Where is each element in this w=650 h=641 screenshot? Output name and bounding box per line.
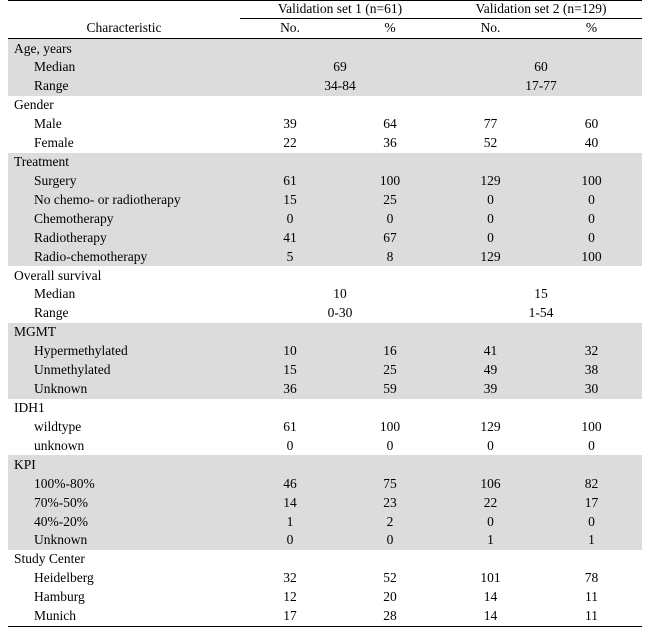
row-value [240, 96, 340, 115]
row-value: 0 [340, 531, 440, 550]
row-label: No chemo- or radiotherapy [8, 190, 240, 209]
row-label: Surgery [8, 171, 240, 190]
table-section-row [8, 323, 642, 342]
table-row [8, 58, 642, 77]
row-label: Range [8, 77, 240, 96]
column-header-pct-1: % [340, 19, 440, 39]
row-label: Treatment [8, 153, 240, 172]
row-value: 49 [440, 361, 541, 380]
row-value: 100 [581, 418, 602, 434]
row-value: 39 [283, 116, 297, 132]
row-value: 0 [541, 512, 642, 531]
table-row [8, 115, 642, 134]
table-row [8, 474, 642, 493]
row-value: 36 [383, 135, 397, 151]
row-value: 15 [240, 190, 340, 209]
row-value: 14 [240, 493, 340, 512]
row-label: Male [34, 116, 62, 132]
row-label: Range [34, 305, 69, 321]
row-value: 11 [541, 607, 642, 626]
row-value: 52 [383, 570, 397, 586]
table-group-header-row [8, 1, 642, 19]
row-value: 20 [383, 589, 397, 605]
table-section-row [8, 39, 642, 58]
row-value [440, 323, 541, 342]
row-value: 100 [340, 171, 440, 190]
row-label: Unknown [8, 531, 240, 550]
column-header-no-1: No. [240, 19, 340, 39]
row-value: 0 [541, 190, 642, 209]
table-row [8, 512, 642, 531]
row-label: Median [34, 286, 76, 302]
row-value: 106 [440, 474, 541, 493]
row-label: 70%-50% [8, 493, 240, 512]
row-label: unknown [34, 437, 85, 453]
row-value: 64 [383, 116, 397, 132]
table-row [8, 304, 642, 323]
row-label: Overall survival [14, 267, 102, 283]
row-value: 67 [340, 228, 440, 247]
row-value [440, 550, 541, 569]
table-row [8, 171, 642, 190]
row-value: 0 [440, 512, 541, 531]
row-value: 59 [340, 380, 440, 399]
row-label: Unmethylated [8, 361, 240, 380]
row-label: Female [34, 135, 74, 151]
table-row [8, 134, 642, 153]
row-value [240, 455, 340, 474]
row-value [541, 550, 642, 569]
row-value: 0 [541, 228, 642, 247]
column-header-no-2: No. [440, 19, 541, 39]
row-value: 10 [240, 342, 340, 361]
table-row [8, 209, 642, 228]
table-section-row [8, 266, 642, 285]
row-value: 61 [283, 418, 297, 434]
table-row [8, 417, 642, 436]
row-value-merged: 34-84 [240, 77, 440, 96]
row-value: 0 [340, 209, 440, 228]
row-value: 14 [440, 607, 541, 626]
row-label: Munich [8, 607, 240, 626]
table-row [8, 531, 642, 550]
table-section-row [8, 153, 642, 172]
row-value: 32 [283, 570, 297, 586]
column-header-pct-2: % [541, 19, 642, 39]
row-value: 0 [286, 437, 294, 453]
row-value: 100 [379, 418, 401, 434]
row-value-merged: 60 [440, 58, 642, 77]
row-value [340, 153, 440, 172]
row-value: 1 [240, 512, 340, 531]
row-value [541, 455, 642, 474]
row-value [240, 153, 340, 172]
row-label: Unknown [8, 380, 240, 399]
row-value: 38 [541, 361, 642, 380]
table-subheader-row [8, 19, 642, 39]
row-value [240, 39, 340, 58]
row-label: KPI [8, 455, 240, 474]
row-value-merged: 1-54 [528, 305, 554, 321]
row-value [541, 96, 642, 115]
row-value: 0 [541, 209, 642, 228]
row-value: 28 [340, 607, 440, 626]
row-value: 0 [240, 209, 340, 228]
row-value: 17 [541, 493, 642, 512]
row-value-merged: 0-30 [327, 305, 353, 321]
table-row [8, 247, 642, 266]
row-value [440, 399, 541, 418]
row-value: 15 [240, 361, 340, 380]
row-value: 77 [483, 116, 498, 132]
row-value: 32 [541, 342, 642, 361]
row-value: 46 [240, 474, 340, 493]
row-value: 23 [340, 493, 440, 512]
table-row [8, 285, 642, 304]
row-value [240, 266, 340, 285]
table-row [8, 436, 642, 455]
table-row [8, 493, 642, 512]
row-value: 129 [480, 418, 501, 434]
row-value: 22 [283, 135, 297, 151]
row-value: 41 [440, 342, 541, 361]
row-label: Heidelberg [34, 570, 94, 586]
row-value: 100 [541, 171, 642, 190]
row-value [240, 323, 340, 342]
row-value: 129 [440, 247, 541, 266]
row-value: 36 [240, 380, 340, 399]
row-value: 1 [440, 531, 541, 550]
column-header-characteristic: Characteristic [8, 19, 240, 39]
row-label: wildtype [34, 418, 82, 434]
row-value [541, 399, 642, 418]
row-value: 14 [483, 589, 498, 605]
table-body [8, 39, 642, 627]
row-value [340, 266, 440, 285]
table-row [8, 228, 642, 247]
row-value: 52 [483, 135, 498, 151]
group-header-validation-set-1: Validation set 1 (n=61) [240, 1, 440, 19]
row-value-merged: 17-77 [440, 77, 642, 96]
table-row [8, 588, 642, 607]
row-value: 78 [584, 570, 599, 586]
row-label: Gender [14, 97, 54, 113]
table-section-row [8, 455, 642, 474]
row-value [541, 266, 642, 285]
row-value: 0 [386, 437, 394, 453]
row-value: 0 [240, 531, 340, 550]
row-value: 0 [440, 228, 541, 247]
row-value: 30 [541, 380, 642, 399]
table-row [8, 77, 642, 96]
row-value: 5 [240, 247, 340, 266]
row-value [340, 455, 440, 474]
row-value [340, 323, 440, 342]
table-header [8, 1, 642, 39]
row-value: 25 [340, 361, 440, 380]
row-label: Median [8, 58, 240, 77]
row-value [240, 550, 340, 569]
row-value [340, 550, 440, 569]
group-header-validation-set-2: Validation set 2 (n=129) [440, 1, 642, 19]
row-value: 17 [240, 607, 340, 626]
row-value [340, 39, 440, 58]
row-label: Chemotherapy [8, 209, 240, 228]
row-value [440, 96, 541, 115]
row-value: 41 [240, 228, 340, 247]
row-value [541, 323, 642, 342]
table-row [8, 190, 642, 209]
row-value: 100 [541, 247, 642, 266]
row-value: 2 [340, 512, 440, 531]
table-section-row [8, 550, 642, 569]
row-value: 129 [440, 171, 541, 190]
row-value: 22 [440, 493, 541, 512]
table-section-row [8, 399, 642, 418]
row-value [440, 455, 541, 474]
row-value-merged: 15 [534, 286, 548, 302]
table-row [8, 342, 642, 361]
row-value [440, 153, 541, 172]
row-value: 60 [584, 116, 599, 132]
row-value: 39 [440, 380, 541, 399]
row-label: MGMT [8, 323, 240, 342]
row-value: 82 [541, 474, 642, 493]
row-value [440, 39, 541, 58]
row-value: 1 [541, 531, 642, 550]
header-spacer [8, 1, 240, 19]
row-value: 0 [487, 437, 494, 453]
row-value-merged: 69 [240, 58, 440, 77]
row-value: 40 [584, 135, 599, 151]
row-label: 40%-20% [8, 512, 240, 531]
table-row [8, 569, 642, 588]
row-value [240, 399, 340, 418]
row-label: Radio-chemotherapy [8, 247, 240, 266]
table-row [8, 607, 642, 626]
row-value-merged: 10 [333, 286, 347, 302]
patient-characteristics-table [8, 0, 642, 627]
row-label: Age, years [8, 39, 240, 58]
row-label: Radiotherapy [8, 228, 240, 247]
row-label: 100%-80% [8, 474, 240, 493]
row-value: 11 [585, 589, 598, 605]
row-value: 61 [240, 171, 340, 190]
row-value [340, 399, 440, 418]
row-label: Hypermethylated [8, 342, 240, 361]
row-value: 75 [340, 474, 440, 493]
row-value [541, 153, 642, 172]
row-value: 12 [283, 589, 297, 605]
row-value [340, 96, 440, 115]
row-label: Study Center [14, 551, 85, 567]
table-row [8, 361, 642, 380]
row-value: 0 [588, 437, 595, 453]
row-value: 16 [340, 342, 440, 361]
row-label: Hamburg [34, 589, 85, 605]
row-value: 0 [440, 190, 541, 209]
table-section-row [8, 96, 642, 115]
table-row [8, 380, 642, 399]
row-value: 101 [480, 570, 501, 586]
row-label: IDH1 [14, 400, 45, 416]
row-value [541, 39, 642, 58]
row-value: 0 [440, 209, 541, 228]
row-value: 8 [340, 247, 440, 266]
row-value [440, 266, 541, 285]
row-value: 25 [340, 190, 440, 209]
